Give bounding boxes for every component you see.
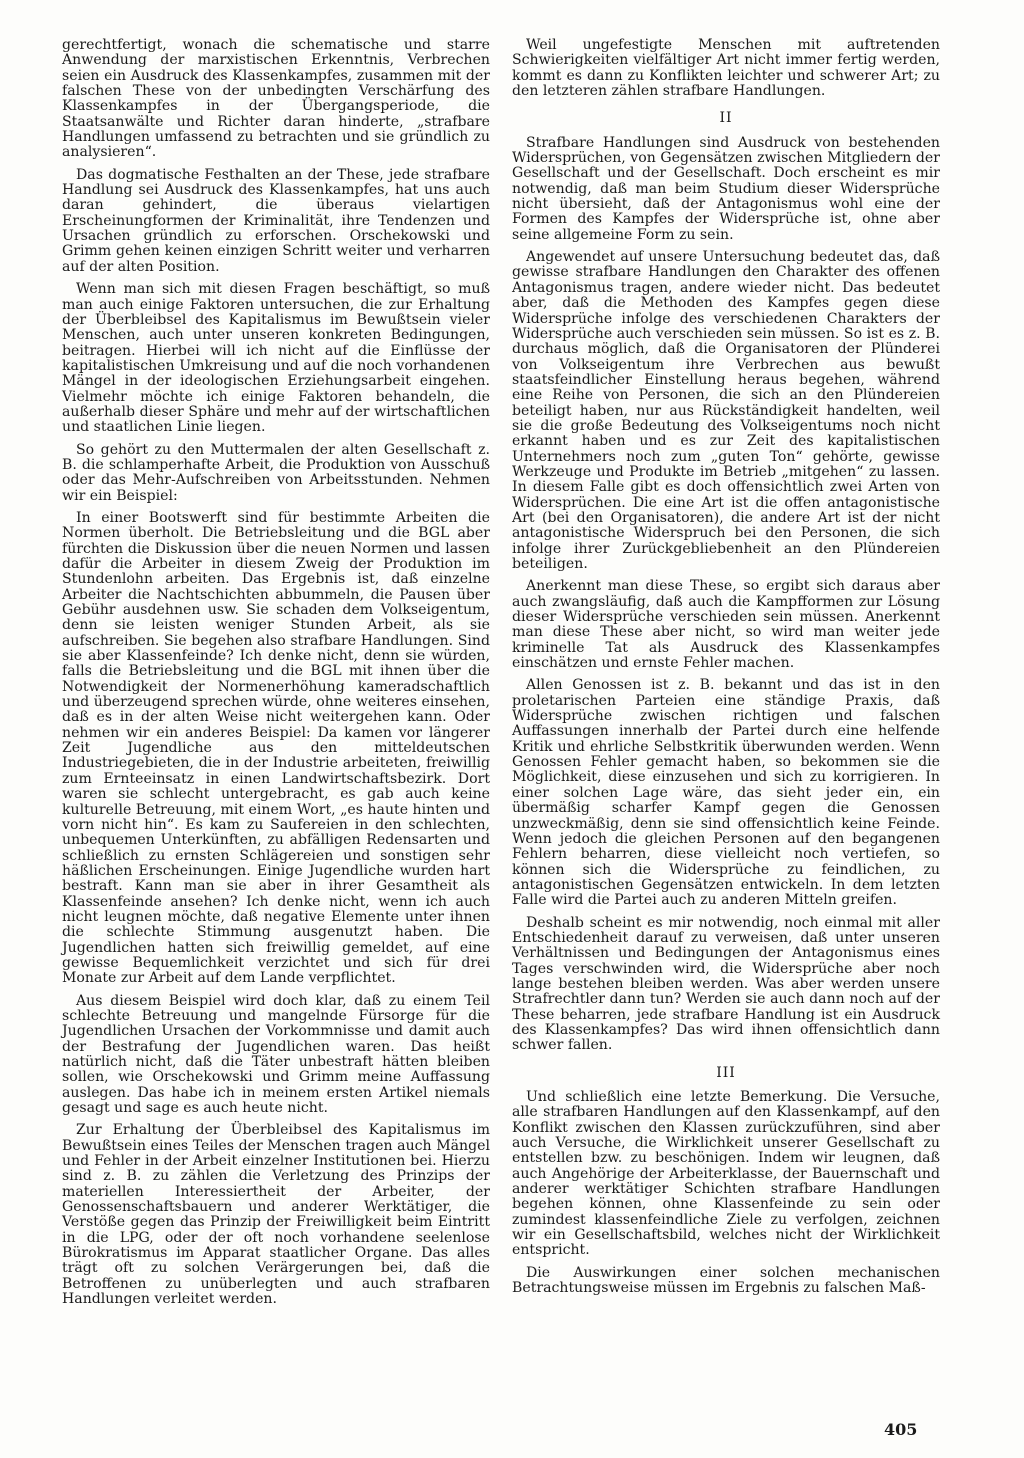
paragraph: Und schließlich eine letzte Bemerkung. Die Versuche, alle strafbaren Handlungen auf den Klassenkampf, auf den Konflikt zwischen den Klassen zurückzuführen, sind aber auch Versuche, die Wirklichkeit unserer Gesellschaft zu entstellen bzw. zu beschönigen. Indem wir leugnen, daß auch Angehörige der Arbeiterklasse, der Bauernschaft und anderer werktätiger Schichten strafbare Handlungen begehen können, ohne Klassenfeinde zu sein oder zumindest klassenfeindliche Ziele zu verfolgen, zeichnen wir ein Gesellschaftsbild, welches nicht der Wirklichkeit entspricht. <box>512 1089 940 1259</box>
paragraph: gerechtfertigt, wonach die schematische und starre Anwendung der marxistischen Erkenntnis, Verbrechen seien ein Ausdruck des Klassenkampfes, zusammen mit der falschen These von der unbedingten Verschärfung des Klassenkampfes in der Übergangsperiode, die Staatsanwälte und Richter daran hinderte, „strafbare Handlungen umfassend zu betrachten und sie gründlich zu analysieren“. <box>62 37 490 161</box>
paragraph: Die Auswirkungen einer solchen mechanischen Betrachtungsweise müssen im Ergebnis zu falschen Maß- <box>512 1264 940 1297</box>
paragraph: In einer Bootswerft sind für bestimmte Arbeiten die Normen überholt. Die Betriebsleitung und die BGL aber fürchten die Diskussion über die neuen Normen und lassen dafür die Arbeiter in diesem Zweig der Produktion im Stundenlohn arbeiten. Das Ergebnis ist, daß einzelne Arbeiter die Nachtschichten abbummeln, die Pausen über Gebühr ausdehnen usw. Sie schaden dem Volkseigentum, denn sie leisten weniger Stunden Arbeit, als sie aufschreiben. Sie begehen also strafbare Handlungen. Sind sie aber Klassenfeinde? Ich denke nicht, denn sie würden, falls die Betriebsleitung und die BGL mit ihnen über die Notwendigkeit der Normenerhöhung kameradschaftlich und überzeugend sprechen würde, ohne weiteres einsehen, daß es in der alten Weise nicht weitergehen kann. Oder nehmen wir ein anderes Beispiel: Da kamen vor längerer Zeit Jugendliche aus den mitteldeutschen Industriegebieten, die in der Industrie arbeiteten, freiwillig zum Ernteeinsatz in einen Landwirtschaftsbezirk. Dort waren sie schlecht untergebracht, es gab auch keine kulturelle Betreuung, mit einem Wort, „es haute hinten und vorn nicht hin“. Es kam zu Saufereien in den schlechten, unbequemen Unterkünften, zu abfälligen Redensarten und schließlich zu ernsten Schlägereien und sonstigen sehr häßlichen Erscheinungen. Einige Jugendliche wurden hart bestraft. Kann man sie aber in ihrer Gesamtheit als Klassenfeinde ansehen? Ich denke nicht, wenn ich auch nicht leugnen möchte, daß negative Elemente unter ihnen die schlechte Stimmung ausgenutzt haben. Die Jugendlichen hatten sich freiwillig gemeldet, auf eine gewisse Bequemlichkeit verzichtet und sich für drei Monate zur Arbeit auf dem Lande verpflichtet. <box>62 509 490 987</box>
paragraph: Allen Genossen ist z. B. bekannt und das ist in den proletarischen Parteien eine ständige Praxis, daß Widersprüche zwischen richtigen und falschen Auffassungen innerhalb der Partei durch eine helfende Kritik und ehrliche Selbstkritik überwunden werden. Wenn Genossen Fehler gemacht haben, so bekommen sie die Möglichkeit, diese einzusehen und sich zu korrigieren. In einer solchen Lage wäre, das sieht jeder ein, ein übermäßig scharfer Kampf gegen die Genossen unzweckmäßig, denn sie sind offensichtlich keine Feinde. Wenn jedoch die gleichen Personen auf den begangenen Fehlern beharren, diese vielleicht noch vertiefen, so können sich die Widersprüche zu feindlichen, zu antagonistischen Gegensätzen entwickeln. In dem letzten Falle wird die Partei auch zu anderen Mitteln greifen. <box>512 677 940 909</box>
paragraph: Strafbare Handlungen sind Ausdruck von bestehenden Widersprüchen, von Gegensätzen zwischen Mitgliedern der Gesellschaft und der Gesellschaft. Doch erscheint es mir notwendig, daß man beim Studium dieser Widersprüche nicht übersieht, daß der Antagonismus wohl eine der Formen des Kampfes der Widersprüche ist, ohne aber seine allgemeine Form zu sein. <box>512 134 940 243</box>
paragraph: Das dogmatische Festhalten an der These, jede strafbare Handlung sei Ausdruck des Klassenkampfes, hat uns auch daran gehindert, die überaus vielartigen Erscheinungformen der Kriminalität, ihre Tendenzen und Ursachen gründlich zu erforschen. Orschekowski und Grimm gehen keinen einzigen Schritt weiter und verharren auf der alten Position. <box>62 166 490 275</box>
paragraph: Deshalb scheint es mir notwendig, noch einmal mit aller Entschiedenheit darauf zu verweisen, daß unter unseren Verhältnissen und Bedingungen der Antagonismus eines Tages verschwinden wird, die Widersprüche aber noch lange bestehen bleiben werden. Was aber werden unsere Strafrechtler dann tun? Werden sie auch dann noch auf der These beharren, jede strafbare Handlung ist ein Ausdruck des Klassenkampfes? Das wird ihnen offensichtlich dann schwer fallen. <box>512 914 940 1054</box>
paragraph: Wenn man sich mit diesen Fragen beschäftigt, so muß man auch einige Faktoren untersuchen, die zur Erhaltung der Überbleibsel des Kapitalismus im Bewußtsein vieler Menschen, auch unter unseren konkreten Bedingungen, beitragen. Hierbei will ich nicht auf die Einflüsse der kapitalistischen Umkreisung und auf die noch vorhandenen Mängel in der ideologischen Erziehungsarbeit eingehen. Vielmehr möchte ich einige Faktoren behandeln, die außerhalb dieser Sphäre und mehr auf der wirtschaftlichen und staatlichen Linie liegen. <box>62 281 490 436</box>
paragraph: Aus diesem Beispiel wird doch klar, daß zu einem Teil schlechte Betreuung und mangelnde Fürsorge für die Jugendlichen Ursachen der Vorkommnisse und damit auch der Bestrafung der Jugendlichen waren. Das heißt natürlich nicht, daß die Täter unbestraft hätten bleiben sollen, wie Orschekowski und Grimm meine Auffassung auslegen. Das habe ich in meinem ersten Artikel niemals gesagt und sage es auch heute nicht. <box>62 992 490 1117</box>
paragraph: Anerkennt man diese These, so ergibt sich daraus aber auch zwangsläufig, daß auch die Kampfformen zur Lösung dieser Widersprüche verschieden sein müssen. Anerkennt man diese These aber nicht, so wird man weiter jede kriminelle Tat als Ausdruck des Klassenkampfes einschätzen und ernste Fehler machen. <box>512 578 940 672</box>
left-column <box>62 38 490 1315</box>
paragraph: Weil ungefestigte Menschen mit auftretenden Schwierigkeiten vielfältiger Art nicht immer fertig werden, kommt es dann zu Konflikten leichter und schwerer Art; zu den letzteren zählen strafbare Handlungen. <box>512 37 940 100</box>
page-number: 405 <box>884 1420 918 1439</box>
paragraph: Angewendet auf unsere Untersuchung bedeutet das, daß gewisse strafbare Handlungen den Charakter des offenen Antagonismus tragen, andere wieder nicht. Das bedeutet aber, daß die Methoden des Kampfes gegen diese Widersprüche infolge des verschiedenen Charakters der Widersprüche auch verschieden sein müssen. So ist es z. B. durchaus möglich, daß die Organisatoren der Plünderei von Volkseigentum ihre Verbrechen aus bewußt staatsfeindlicher Einstellung heraus begehen, während eine Reihe von Personen, die sich an den Plündereien beteiligt haben, nur aus Rückständigkeit handelten, weil sie die große Bedeutung des Volkseigentums noch nicht erkannt haben und es zur Zeit des kapitalistischen Unternehmers noch zum „guten Ton“ gehörte, gewisse Werkzeuge und Produkte im Betrieb „mitgehen“ zu lassen. In diesem Falle gibt es doch offensichtlich zwei Arten von Widersprüchen. Die eine Art ist die offen antagonistische Art (bei den Organisatoren), die andere Art ist der nicht antagonistische Widerspruch bei den Personen, die sich infolge ihrer Zurückgebliebenheit an den Plündereien beteiligen. <box>512 249 940 572</box>
section-heading-2: II <box>719 110 733 127</box>
right-column <box>512 38 940 1303</box>
paragraph: So gehört zu den Muttermalen der alten Gesellschaft z. B. die schlamperhafte Arbeit, die Produktion von Ausschuß oder das Mehr-Aufschreiben von Arbeitsstunden. Nehmen wir ein Beispiel: <box>62 441 490 504</box>
paragraph: Zur Erhaltung der Überbleibsel des Kapitalismus im Bewußtsein eines Teiles der Menschen tragen auch Mängel und Fehler in der Arbeit einzelner Institutionen bei. Hierzu sind z. B. zu zählen die Verletzung des Prinzips der materiellen Interessiertheit der Arbeiter, der Genossenschaftsbauern und anderer Werktätiger, die Verstöße gegen das Prinzip der Freiwilligkeit beim Eintritt in die LPG, oder der oft noch vorhandene seelenlose Bürokratismus im Apparat staatlicher Organe. Das alles trägt oft zu solchen Verärgerungen bei, daß die Betroffenen zu unüberlegten und auch strafbaren Handlungen verleitet werden. <box>62 1122 490 1308</box>
section-heading-3: III <box>716 1064 736 1081</box>
